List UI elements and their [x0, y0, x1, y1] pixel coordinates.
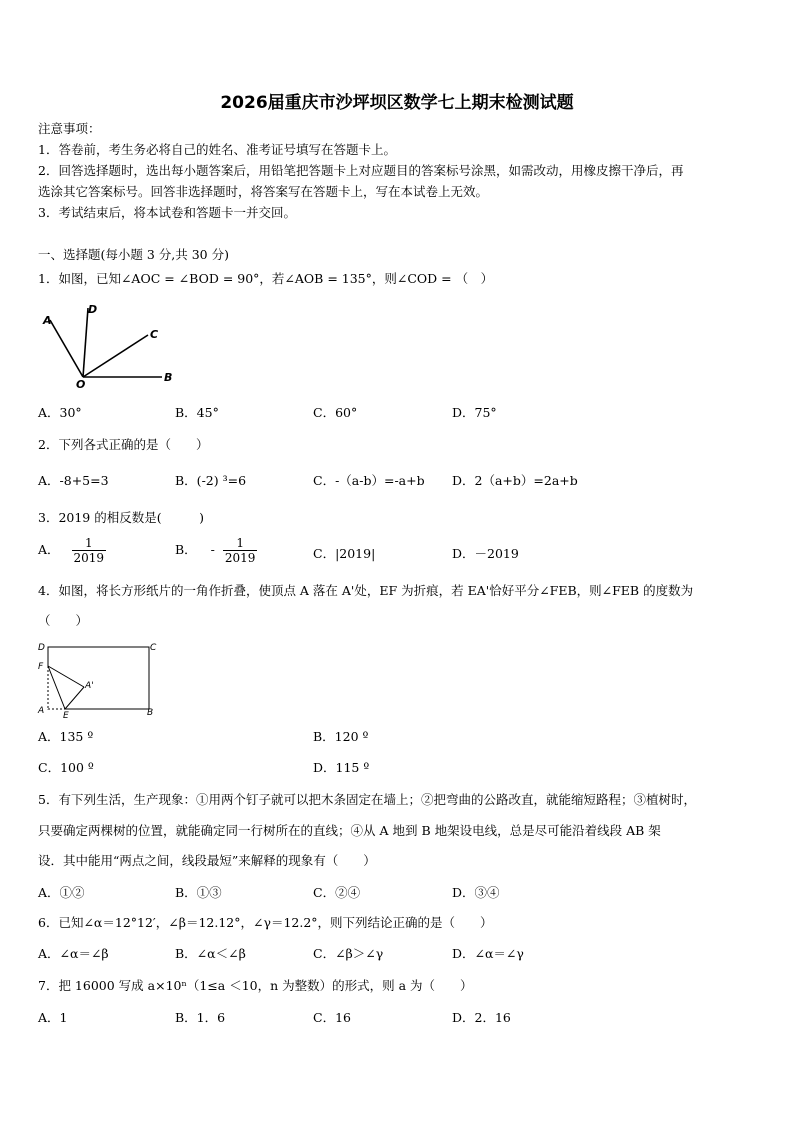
q3-option-a-numerator: 1 [72, 536, 107, 551]
q5-option-b[interactable]: B．①③ [175, 885, 222, 900]
q4-stem: 4．如图，将长方形纸片的一角作折叠，使顶点 A 落在 A'处，EF 为折痕，若 EA'恰好平分∠FEB，则∠FEB 的度数为 [38, 583, 694, 598]
q5-stem-line3: 设．其中能用“两点之间，线段最短”来解释的现象有（ ） [38, 853, 376, 868]
q1-option-b[interactable]: B．45° [175, 405, 219, 420]
q7-option-c[interactable]: C．16 [313, 1010, 351, 1025]
q4-label-a-prime: A' [85, 681, 94, 691]
q6-option-c[interactable]: C．∠β＞∠γ [313, 946, 384, 961]
q3-option-a-fraction [72, 536, 107, 565]
q4-label-a: A [38, 706, 45, 716]
q4-figure [36, 638, 166, 720]
q4-option-c[interactable]: C．100 º [38, 760, 94, 775]
q1-label-d: D [88, 303, 98, 316]
q5-stem-line2: 只要确定两棵树的位置，就能确定同一行树所在的直线；④从 A 地到 B 地架设电线，总是尽可能沿着线段 AB 架 [38, 823, 661, 838]
q3-option-b-label: B． [175, 542, 197, 557]
q3-option-a-label: A． [38, 542, 60, 557]
q4-stem-cont: （ ） [38, 613, 89, 628]
q7-stem: 7．把 16000 写成 a×10ⁿ（1≤a ＜10，n 为整数）的形式，则 a 为（ ） [38, 978, 473, 993]
q3-option-a-denominator: 2019 [73, 551, 105, 565]
q1-option-a[interactable]: A．30° [38, 405, 82, 420]
q3-option-a[interactable] [38, 536, 106, 565]
q2-option-a[interactable]: A．-8+5=3 [38, 473, 109, 488]
q2-option-c[interactable]: C．-（a-b）=-a+b [313, 473, 425, 488]
q1-figure [40, 298, 190, 390]
q4-label-b: B [147, 708, 154, 718]
notice-item-2: 2．回答选择题时，选出每小题答案后，用铅笔把答题卡上对应题目的答案标号涂黑，如需改动，用橡皮擦干净后，再 [38, 163, 684, 178]
page-title: 2026届重庆市沙坪坝区数学七上期末检测试题 [220, 93, 574, 113]
notice-item-1: 1．答卷前，考生务必将自己的姓名、准考证号填写在答题卡上。 [38, 142, 396, 157]
q3-option-b-numerator: 1 [223, 536, 258, 551]
q4-label-e: E [63, 711, 69, 720]
q5-stem-line1: 5．有下列生活，生产现象：①用两个钉子就可以把木条固定在墙上；②把弯曲的公路改直，就能缩短路程；③植树时， [38, 792, 696, 807]
notice-heading: 注意事项： [38, 121, 101, 136]
q4-label-f: F [38, 662, 44, 672]
q4-label-c: C [150, 643, 157, 653]
q3-stem: 3．2019 的相反数是( ) [38, 510, 204, 525]
q6-option-a[interactable]: A．∠α＝∠β [38, 946, 109, 961]
q2-stem: 2．下列各式正确的是（ ） [38, 437, 209, 452]
q3-option-d[interactable]: D．－2019 [452, 546, 519, 561]
q1-option-c[interactable]: C．60° [313, 405, 358, 420]
notice-item-2-cont: 选涂其它答案标号。回答非选择题时，将答案写在答题卡上，写在本试卷上无效。 [38, 184, 489, 199]
q4-option-b[interactable]: B．120 º [313, 729, 369, 744]
q5-option-d[interactable]: D．③④ [452, 885, 500, 900]
q4-option-a[interactable]: A．135 º [38, 729, 94, 744]
q5-option-c[interactable]: C．②④ [313, 885, 361, 900]
q1-stem: 1．如图，已知∠AOC = ∠BOD = 90°，若∠AOB = 135°，则∠COD = （ ） [38, 271, 494, 286]
q6-option-d[interactable]: D．∠α＝∠γ [452, 946, 524, 961]
q7-option-b[interactable]: B．1．6 [175, 1010, 226, 1025]
q1-label-o: O [76, 378, 86, 390]
q7-option-a[interactable]: A．1 [38, 1010, 68, 1025]
q3-option-b-denominator: 2019 [224, 551, 256, 565]
q3-option-c[interactable]: C．|2019| [313, 546, 376, 561]
q1-label-c: C [150, 328, 159, 341]
q3-option-b-sign: - [210, 542, 215, 557]
q3-option-b-fraction [223, 536, 258, 565]
q5-option-a[interactable]: A．①② [38, 885, 85, 900]
q1-option-d[interactable]: D．75° [452, 405, 497, 420]
section-heading: 一、选择题(每小题 3 分,共 30 分) [38, 247, 229, 262]
q6-option-b[interactable]: B．∠α＜∠β [175, 946, 246, 961]
notice-item-3: 3．考试结束后，将本试卷和答题卡一并交回。 [38, 205, 296, 220]
q1-label-a: A [43, 314, 52, 327]
q3-option-b[interactable] [175, 536, 257, 565]
q1-label-b: B [164, 371, 173, 384]
q4-label-d: D [38, 643, 45, 653]
q2-option-d[interactable]: D．2（a+b）=2a+b [452, 473, 578, 488]
q6-stem: 6．已知∠α＝12°12′，∠β＝12.12°，∠γ＝12.2°，则下列结论正确的是（ ） [38, 915, 493, 930]
q2-option-b[interactable]: B．(-2) ³=6 [175, 473, 247, 488]
q4-option-d[interactable]: D．115 º [313, 760, 370, 775]
q7-option-d[interactable]: D．2．16 [452, 1010, 511, 1025]
